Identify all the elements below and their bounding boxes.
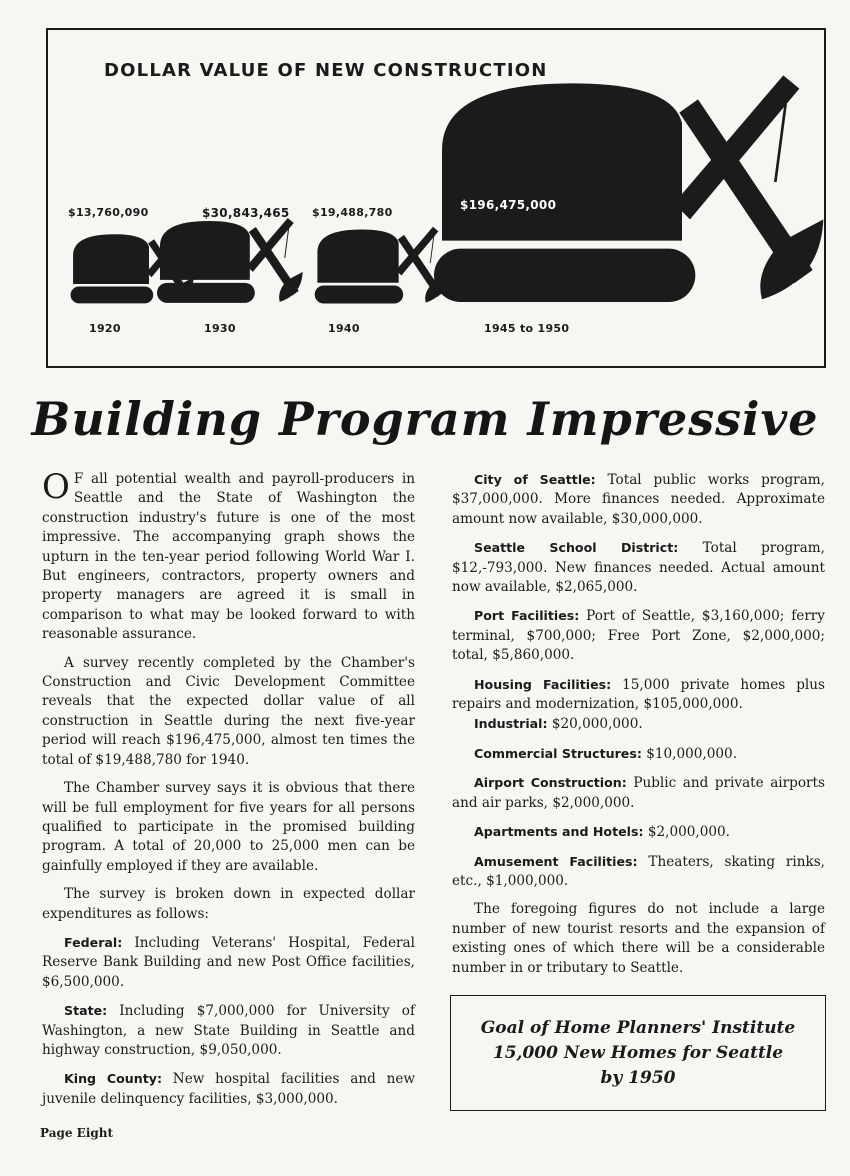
expenditure-item-state [42,1001,415,1060]
goal-line-3: by 1950 [600,1067,676,1088]
item-term: King County: [64,1071,162,1087]
item-term: Seattle School District: [474,540,679,556]
construction-chart [46,28,826,368]
category-label-1945-1950: 1945 to 1950 [484,322,570,335]
bar-mark-1945-1950 [426,70,826,310]
bar-value-label-1940: $19,488,780 [312,206,393,219]
intro-text: F all potential wealth and payroll-producers in Seattle and the State of Washington the construction industry's future is one of the most impressive. The accompanying graph shows the upturn in the ten-year period following World War I. But engineers, contractors, property owners and property managers are agreed it is small in comparison to what may be looked forward to with reasonable assurance. [42,471,415,643]
expenditure-item-apartments [452,822,825,842]
right-column [452,470,825,987]
survey-paragraph: A survey recently completed by the Chamber's Construction and Civic Development Committee reveals that the expected dollar value of all construction in Seattle during the next five-year period will reach $196,475,000, almost ten times the total of $19,488,780 for 1940. [42,654,415,768]
goal-box [450,995,826,1111]
item-text: Public and private airports and air parks, $2,000,000. [452,775,825,811]
bar-value-label-1920: $13,760,090 [68,206,149,219]
item-term: Commercial Structures: [474,745,642,761]
item-text: Including Veterans' Hospital, Federal Reserve Bank Building and new Post Office facilities, $6,500,000. [42,934,416,990]
drop-cap: O [42,467,70,507]
bar-value-label-1930: $30,843,465 [202,206,290,220]
chart-title: DOLLAR VALUE OF NEW CONSTRUCTION [104,60,548,81]
shovel-cab [160,221,250,280]
shovel-cab [317,229,398,282]
employment-paragraph: The Chamber survey says it is obvious that there will be full employment for five years for all persons qualified to participate in the promised building program. A total of 20,000 to 25,000 men can be gainfully employed if they are available. [42,780,415,874]
intro-paragraph [42,467,415,645]
left-column [42,467,416,1118]
item-term: Federal: [64,934,123,950]
category-label-1920: 1920 [89,322,121,335]
expenditure-item-port [452,606,825,665]
category-label-1930: 1930 [204,322,236,335]
item-text: Total public works program, $37,000,000. More finances needed. Approximate amount now available, $30,000,000. [452,472,825,527]
page-number: Page Eight [40,1126,114,1140]
item-text: Port of Seattle, $3,160,000; ferry terminal, $700,000; Free Port Zone, $2,000,000; total, $5,860,000. [452,608,825,664]
closing-paragraph: The foregoing figures do not include a large number of new tourist resorts and the expansion of existing ones of which there will be a considerable number in or tributary to Seattle. [452,901,825,976]
shovel-cab [73,234,149,284]
item-term: Amusement Facilities: [474,853,638,869]
item-text: 15,000 private homes plus repairs and modernization, $105,000,000. [452,676,825,713]
item-term: Apartments and Hotels: [474,824,644,840]
expenditure-item-housing [452,675,825,715]
shovel-tracks [434,249,695,302]
expenditure-item-industrial [452,714,825,734]
breakdown-paragraph: The survey is broken down in expected dollar expenditures as follows: [42,886,415,922]
expenditure-item-federal [42,933,415,992]
expenditure-item-commercial [452,744,825,764]
item-text: $20,000,000. [551,716,643,733]
item-text: New hospital facilities and new juvenile delinquency facilities, $3,000,000. [42,1071,415,1107]
goal-line-2: 15,000 New Homes for Seattle [492,1042,784,1063]
shovel-tracks [157,283,255,303]
bar-mark-1930 [154,216,304,306]
shovel-tracks [71,287,154,304]
bar-value-label-1945-1950: $196,475,000 [460,198,557,212]
item-text: Total program, $12,-793,000. New finances needed. Actual amount now available, $2,065,000. [452,540,825,596]
item-text: Theaters, skating rinks, etc., $1,000,000. [452,853,825,889]
item-text: $2,000,000. [647,824,730,841]
item-term: Port Facilities: [474,608,580,624]
expenditure-item-city [452,470,825,529]
goal-line-1: Goal of Home Planners' Institute [480,1017,796,1038]
item-term: Housing Facilities: [474,676,612,692]
expenditure-item-amusement [452,852,825,892]
item-text: Including $7,000,000 for University of Washington, a new State Building in Seattle and highway construction, $9,050,000. [42,1003,415,1058]
shovel-cab [442,83,682,240]
item-term: City of Seattle: [474,472,596,487]
item-term: Industrial: [474,716,548,732]
item-term: State: [64,1003,108,1019]
headline: Building Program Impressive [31,392,819,446]
expenditure-item-king-county [42,1069,415,1109]
item-text: $10,000,000. [646,745,738,762]
expenditure-item-school [452,538,825,597]
expenditure-item-airport [452,773,825,813]
item-term: Airport Construction: [474,775,627,791]
category-label-1940: 1940 [328,322,360,335]
shovel-tracks [315,285,403,303]
